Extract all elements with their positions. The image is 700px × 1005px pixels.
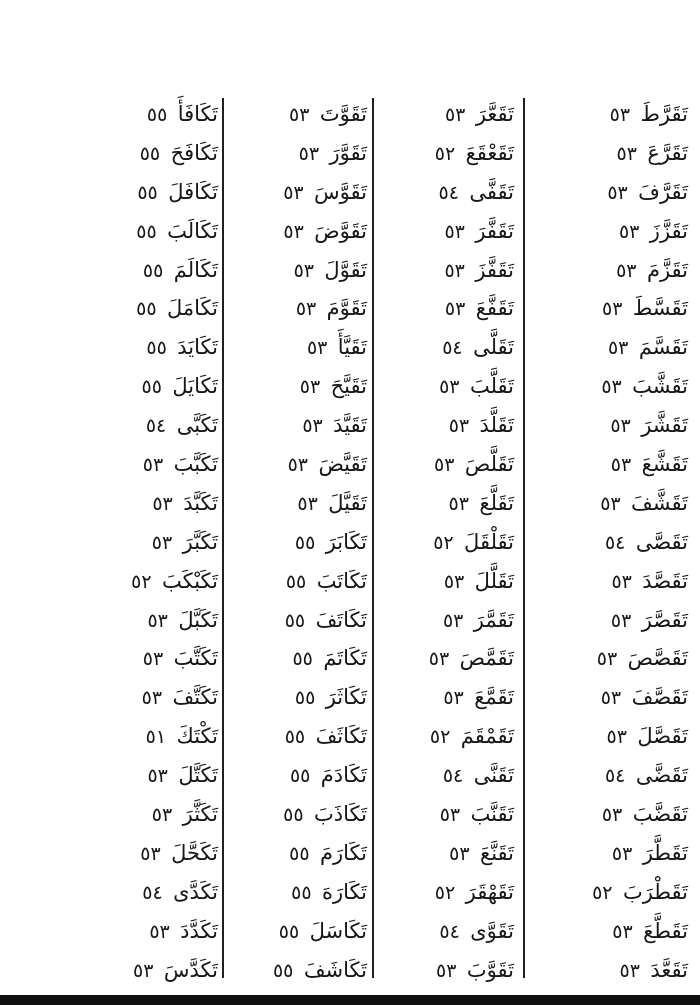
index-entry <box>227 873 367 912</box>
entry-word: تَكَادَمَ <box>320 763 367 788</box>
entry-page-number: ٥٥ <box>139 142 161 165</box>
entry-word: تَكَاذَبَ <box>314 802 367 827</box>
entry-word: تَكَدَّى <box>173 879 218 904</box>
index-entry <box>18 639 218 678</box>
entry-page-number: ٥٤ <box>442 337 463 360</box>
entry-word: تَقَفَّرَ <box>475 218 514 243</box>
entry-word: تَقَوَّمَ <box>326 296 367 321</box>
entry-word: تَقَلَّعَ <box>479 490 514 515</box>
entry-page-number: ٥٣ <box>439 376 460 399</box>
entry-page-number: ٥١ <box>145 726 167 749</box>
entry-word: تَقَنَّبَ <box>470 802 514 827</box>
entry-word: تَقَهْقَرَ <box>465 879 514 904</box>
entry-page-number: ٥٣ <box>147 765 168 788</box>
entry-page-number: ٥٣ <box>428 648 450 671</box>
entry-page-number: ٥٣ <box>611 842 633 865</box>
entry-page-number: ٥٤ <box>142 881 163 904</box>
entry-page-number: ٥٣ <box>299 376 321 399</box>
entry-word: تَكَارَمَ <box>320 840 367 865</box>
index-column-1-rightmost <box>518 95 688 989</box>
index-entry <box>227 328 367 367</box>
entry-word: تَقَطَّرَ <box>642 840 688 865</box>
index-entry <box>518 601 688 640</box>
entry-word: تَقَوَّبَ <box>466 957 514 982</box>
index-entry <box>518 367 688 406</box>
entry-page-number: ٥٣ <box>444 104 466 126</box>
entry-word: تَقَمَّرَ <box>473 607 514 632</box>
index-entry <box>518 678 688 717</box>
entry-page-number: ٥٣ <box>596 648 618 671</box>
index-entry <box>379 95 514 134</box>
entry-word: تَقَشَّبَ <box>632 374 688 399</box>
entry-word: تَقَصَّصَ <box>627 646 688 671</box>
entry-word: تَقَرَّطَ <box>640 102 688 126</box>
entry-page-number: ٥٥ <box>283 804 304 827</box>
index-entry <box>518 212 688 251</box>
entry-page-number: ٥٣ <box>142 648 164 671</box>
entry-word: تَقَوَّتَ <box>319 102 367 126</box>
index-entry <box>379 717 514 756</box>
index-entry <box>18 834 218 873</box>
index-entry <box>227 406 367 445</box>
index-entry <box>518 445 688 484</box>
entry-word: تَكَافَلَ <box>168 179 218 204</box>
entry-word: تَقَفَّزَ <box>475 257 514 282</box>
index-entry <box>518 173 688 212</box>
index-entry <box>18 134 218 173</box>
index-entry <box>18 678 218 717</box>
entry-page-number: ٥٤ <box>439 920 460 943</box>
entry-word: تَقَنَّعَ <box>480 840 514 865</box>
entry-page-number: ٥٣ <box>612 920 633 943</box>
entry-word: تَقَيَّضَ <box>318 452 367 477</box>
entry-page-number: ٥٥ <box>289 842 310 865</box>
entry-page-number: ٥٥ <box>141 376 162 399</box>
index-entry <box>518 251 688 290</box>
index-entry <box>227 912 367 951</box>
index-entry <box>227 795 367 834</box>
index-entry <box>379 328 514 367</box>
index-entry <box>379 173 514 212</box>
index-entry <box>379 445 514 484</box>
entry-page-number: ٥٣ <box>609 104 631 126</box>
entry-word: تَقَيَّأَ <box>337 335 367 360</box>
index-entry <box>18 251 218 290</box>
entry-word: تَقَلَّى <box>473 335 514 360</box>
index-entry <box>227 251 367 290</box>
index-entry <box>379 795 514 834</box>
column-divider-line <box>222 98 224 978</box>
entry-page-number: ٥٣ <box>133 959 154 982</box>
entry-page-number: ٥٣ <box>149 920 170 943</box>
entry-word: تَقَنَّى <box>473 763 514 788</box>
entry-word: تَقَلَّبَ <box>469 374 514 399</box>
entry-word: تَكَبَّبَ <box>173 452 218 477</box>
entry-page-number: ٥٣ <box>610 454 632 477</box>
entry-word: تَقَمْقَمَ <box>460 724 514 749</box>
index-entry <box>227 678 367 717</box>
entry-word: تَقَضَّبَ <box>632 802 688 827</box>
entry-word: تَقَشَّعَ <box>641 452 688 477</box>
entry-word: تَكَايَلَ <box>172 374 218 399</box>
index-entry <box>18 717 218 756</box>
index-entry <box>379 484 514 523</box>
index-entry <box>518 523 688 562</box>
index-entry <box>518 484 688 523</box>
entry-word: تَقَرَّعَ <box>647 140 688 165</box>
entry-word: تَقَلَّدَ <box>479 413 514 438</box>
entry-page-number: ٥٣ <box>298 142 320 165</box>
entry-word: تَكَدَّدَ <box>180 918 218 943</box>
index-entry <box>518 717 688 756</box>
entry-page-number: ٥٣ <box>142 454 164 477</box>
index-entry <box>379 834 514 873</box>
entry-page-number: ٥٣ <box>436 959 457 982</box>
entry-page-number: ٥٣ <box>293 259 314 282</box>
entry-word: تَقَعْقَعَ <box>465 140 514 165</box>
entry-page-number: ٥٤ <box>442 765 464 788</box>
entry-page-number: ٥٥ <box>146 104 168 126</box>
index-entry <box>379 601 514 640</box>
entry-page-number: ٥٣ <box>600 492 621 515</box>
entry-page-number: ٥٢ <box>434 142 456 165</box>
entry-word: تَقَصَّدَ <box>642 568 688 593</box>
column-divider-line <box>372 98 374 978</box>
entry-page-number: ٥٣ <box>607 181 628 204</box>
entry-page-number: ٥٥ <box>294 687 316 710</box>
index-entry <box>379 951 514 990</box>
entry-page-number: ٥٤ <box>604 531 626 554</box>
entry-word: تَكَافَحَ <box>170 140 218 165</box>
entry-page-number: ٥٢ <box>434 881 456 904</box>
index-entry <box>379 678 514 717</box>
page-bottom-edge-shadow <box>0 995 700 1005</box>
entry-page-number: ٥٣ <box>606 726 627 749</box>
entry-page-number: ٥٣ <box>283 181 304 204</box>
entry-page-number: ٥٤ <box>438 181 459 204</box>
entry-word: تَقَلَّصَ <box>464 452 514 477</box>
entry-page-number: ٥٣ <box>151 804 173 827</box>
entry-page-number: ٥٣ <box>616 259 637 282</box>
entry-page-number: ٥٤ <box>145 415 167 438</box>
entry-page-number: ٥٣ <box>448 492 469 515</box>
index-entry <box>18 912 218 951</box>
index-entry <box>18 289 218 328</box>
entry-page-number: ٥٥ <box>137 181 158 204</box>
entry-word: تَقَطْرَبَ <box>622 879 688 904</box>
entry-page-number: ٥٣ <box>141 687 163 710</box>
index-entry <box>379 873 514 912</box>
index-entry <box>518 951 688 990</box>
index-entry <box>379 406 514 445</box>
index-entry <box>227 212 367 251</box>
entry-word: تَكَاثَرَ <box>325 685 367 710</box>
index-entry <box>518 95 688 134</box>
entry-page-number: ٥٣ <box>443 687 464 710</box>
entry-page-number: ٥٥ <box>272 959 294 982</box>
entry-word: تَقَوَّضَ <box>314 218 367 243</box>
entry-page-number: ٥٣ <box>600 687 622 710</box>
index-entry <box>518 873 688 912</box>
index-entry <box>227 523 367 562</box>
entry-page-number: ٥٣ <box>289 104 310 126</box>
entry-word: تَكَبَّى <box>176 413 218 438</box>
entry-page-number: ٥٥ <box>142 259 164 282</box>
entry-word: تَقَصَّى <box>635 529 688 554</box>
index-entry <box>18 367 218 406</box>
entry-page-number: ٥٥ <box>146 337 167 360</box>
entry-word: تَقَصَّفَ <box>631 685 688 710</box>
entry-word: تَكَارَهَ <box>322 879 367 904</box>
entry-page-number: ٥٣ <box>602 298 623 321</box>
index-entry <box>379 523 514 562</box>
entry-word: تَكَايَدَ <box>177 335 218 360</box>
entry-word: تَكَتَّلَ <box>178 763 218 788</box>
entry-word: تَكَتَّفَ <box>172 685 218 710</box>
entry-word: تَكَتَّبَ <box>173 646 218 671</box>
entry-word: تَقَعَّدَ <box>650 957 688 982</box>
entry-word: تَكَثَّرَ <box>182 802 218 827</box>
index-entry <box>518 795 688 834</box>
entry-word: تَكَاسَلَ <box>309 918 367 943</box>
index-entry <box>227 484 367 523</box>
entry-page-number: ٥٣ <box>151 531 173 554</box>
index-entry <box>18 523 218 562</box>
entry-page-number: ٥٢ <box>433 531 454 554</box>
entry-word: تَقَمَّعَ <box>474 685 514 710</box>
entry-page-number: ٥٣ <box>611 570 632 593</box>
entry-word: تَقَوَّلَ <box>324 257 367 282</box>
entry-word: تَقَصَّلَ <box>637 724 688 749</box>
index-entry <box>518 406 688 445</box>
entry-word: تَقَزَّمَ <box>646 257 688 282</box>
entry-page-number: ٥٣ <box>619 959 640 982</box>
entry-word: تَكَاثَفَ <box>315 724 367 749</box>
entry-page-number: ٥٣ <box>287 454 309 477</box>
index-entry <box>518 834 688 873</box>
entry-page-number: ٥٣ <box>444 220 465 243</box>
entry-word: تَكْتَكَ <box>176 724 218 749</box>
index-entry <box>227 717 367 756</box>
entry-page-number: ٥٥ <box>294 531 316 554</box>
entry-word: تَكَابَرَ <box>325 529 367 554</box>
entry-page-number: ٥٣ <box>283 220 304 243</box>
index-entry <box>18 873 218 912</box>
entry-page-number: ٥٢ <box>131 570 152 593</box>
entry-word: تَقَسَّمَ <box>638 335 688 360</box>
entry-page-number: ٥٣ <box>297 492 318 515</box>
entry-word: تَكَالَمَ <box>173 257 218 282</box>
index-entry <box>18 95 218 134</box>
index-column-3 <box>227 95 367 989</box>
index-entry <box>18 601 218 640</box>
entry-word: تَقَصَّرَ <box>641 607 688 632</box>
index-entry <box>227 562 367 601</box>
column-divider-line <box>523 98 525 978</box>
index-entry <box>379 212 514 251</box>
entry-page-number: ٥٣ <box>601 804 623 827</box>
index-entry <box>518 328 688 367</box>
entry-page-number: ٥٣ <box>443 570 465 593</box>
entry-word: تَقَلْقَلَ <box>464 529 514 554</box>
index-entry <box>18 756 218 795</box>
entry-page-number: ٥٥ <box>291 881 312 904</box>
entry-word: تَكَبْكَبَ <box>162 568 218 593</box>
entry-page-number: ٥٣ <box>448 415 470 438</box>
index-entry <box>227 639 367 678</box>
index-column-2 <box>379 95 514 989</box>
index-entry <box>18 406 218 445</box>
entry-word: تَكَالَبَ <box>167 218 218 243</box>
entry-page-number: ٥٣ <box>610 609 632 632</box>
entry-word: تَكَاشَفَ <box>303 957 367 982</box>
entry-page-number: ٥٣ <box>444 298 466 321</box>
entry-word: تَقَلَّلَ <box>474 568 514 593</box>
entry-page-number: ٥٣ <box>295 298 317 321</box>
index-entry <box>379 639 514 678</box>
entry-page-number: ٥٥ <box>136 298 157 321</box>
entry-page-number: ٥٣ <box>306 337 328 360</box>
entry-page-number: ٥٣ <box>433 454 455 477</box>
entry-word: تَكَبَّدَ <box>183 490 218 515</box>
index-entry <box>518 756 688 795</box>
entry-word: تَقَيَّحَ <box>330 374 367 399</box>
index-entry <box>379 912 514 951</box>
index-entry <box>518 912 688 951</box>
index-entry <box>227 756 367 795</box>
entry-word: تَقَمَّصَ <box>459 646 514 671</box>
index-entry <box>518 562 688 601</box>
index-entry <box>379 562 514 601</box>
entry-word: تَكَحَّلَ <box>171 840 218 865</box>
index-column-4-leftmost <box>18 95 218 989</box>
entry-word: تَقَفَّى <box>469 179 514 204</box>
entry-word: تَقَزَّزَ <box>649 218 688 243</box>
index-entry <box>18 328 218 367</box>
entry-word: تَقَوَّى <box>470 918 514 943</box>
entry-word: تَكَافَأَ <box>177 102 218 126</box>
entry-page-number: ٥٣ <box>618 220 640 243</box>
entry-word: تَقَضَّى <box>635 763 688 788</box>
entry-page-number: ٥٥ <box>292 648 313 671</box>
entry-page-number: ٥٣ <box>302 415 323 438</box>
entry-word: تَقَشَّفَ <box>631 490 688 515</box>
index-entry <box>18 212 218 251</box>
index-entry <box>379 367 514 406</box>
entry-page-number: ٥٣ <box>439 804 461 827</box>
entry-word: تَكَدَّسَ <box>163 957 218 982</box>
index-entry <box>518 639 688 678</box>
entry-word: تَكَاتَبَ <box>316 568 367 593</box>
entry-word: تَكَاتَمَ <box>323 646 367 671</box>
entry-page-number: ٥٣ <box>610 415 631 438</box>
index-entry <box>379 134 514 173</box>
index-entry <box>18 445 218 484</box>
entry-word: تَقَوَّرَ <box>329 140 367 165</box>
entry-word: تَقَيَّدَ <box>333 413 367 438</box>
entry-page-number: ٥٤ <box>604 765 626 788</box>
index-entry <box>227 601 367 640</box>
entry-page-number: ٥٢ <box>592 881 613 904</box>
index-entry <box>18 173 218 212</box>
index-entry <box>227 173 367 212</box>
entry-word: تَقَفَّعَ <box>475 296 514 321</box>
entry-word: تَكَبَّرَ <box>182 529 218 554</box>
entry-word: تَقَرَّفَ <box>638 179 688 204</box>
entry-page-number: ٥٣ <box>140 842 161 865</box>
entry-page-number: ٥٣ <box>147 609 168 632</box>
entry-word: تَقَشَّرَ <box>641 413 688 438</box>
entry-page-number: ٥٣ <box>444 259 465 282</box>
index-entry <box>18 795 218 834</box>
entry-page-number: ٥٥ <box>284 726 306 749</box>
index-entry <box>227 834 367 873</box>
entry-page-number: ٥٣ <box>607 337 629 360</box>
index-entry <box>18 951 218 990</box>
entry-page-number: ٥٥ <box>284 609 306 632</box>
entry-page-number: ٥٣ <box>442 609 464 632</box>
entry-page-number: ٥٥ <box>289 765 311 788</box>
index-entry <box>379 289 514 328</box>
entry-word: تَقَوَّسَ <box>314 179 367 204</box>
entry-word: تَقَسَّطَ <box>632 296 688 321</box>
index-entry <box>227 134 367 173</box>
entry-page-number: ٥٢ <box>429 726 451 749</box>
index-entry <box>227 367 367 406</box>
index-entry <box>227 289 367 328</box>
index-entry <box>227 95 367 134</box>
entry-word: تَكَاتَفَ <box>315 607 367 632</box>
entry-word: تَقَيَّلَ <box>328 490 367 515</box>
index-entry <box>18 562 218 601</box>
index-entry <box>518 289 688 328</box>
entry-page-number: ٥٥ <box>278 920 300 943</box>
index-entry <box>518 134 688 173</box>
entry-word: تَكَامَلَ <box>167 296 218 321</box>
index-entry <box>227 445 367 484</box>
index-entry <box>18 484 218 523</box>
index-entry <box>379 251 514 290</box>
entry-page-number: ٥٥ <box>136 220 157 243</box>
entry-page-number: ٥٥ <box>285 570 307 593</box>
entry-word: تَقَطَّعَ <box>643 918 688 943</box>
index-entry <box>379 756 514 795</box>
entry-page-number: ٥٣ <box>616 142 637 165</box>
entry-word: تَكَبَّلَ <box>178 607 218 632</box>
entry-page-number: ٥٣ <box>601 376 622 399</box>
entry-page-number: ٥٣ <box>449 842 470 865</box>
entry-word: تَقَعَّرَ <box>475 102 514 126</box>
entry-page-number: ٥٣ <box>152 492 173 515</box>
index-entry <box>227 951 367 990</box>
